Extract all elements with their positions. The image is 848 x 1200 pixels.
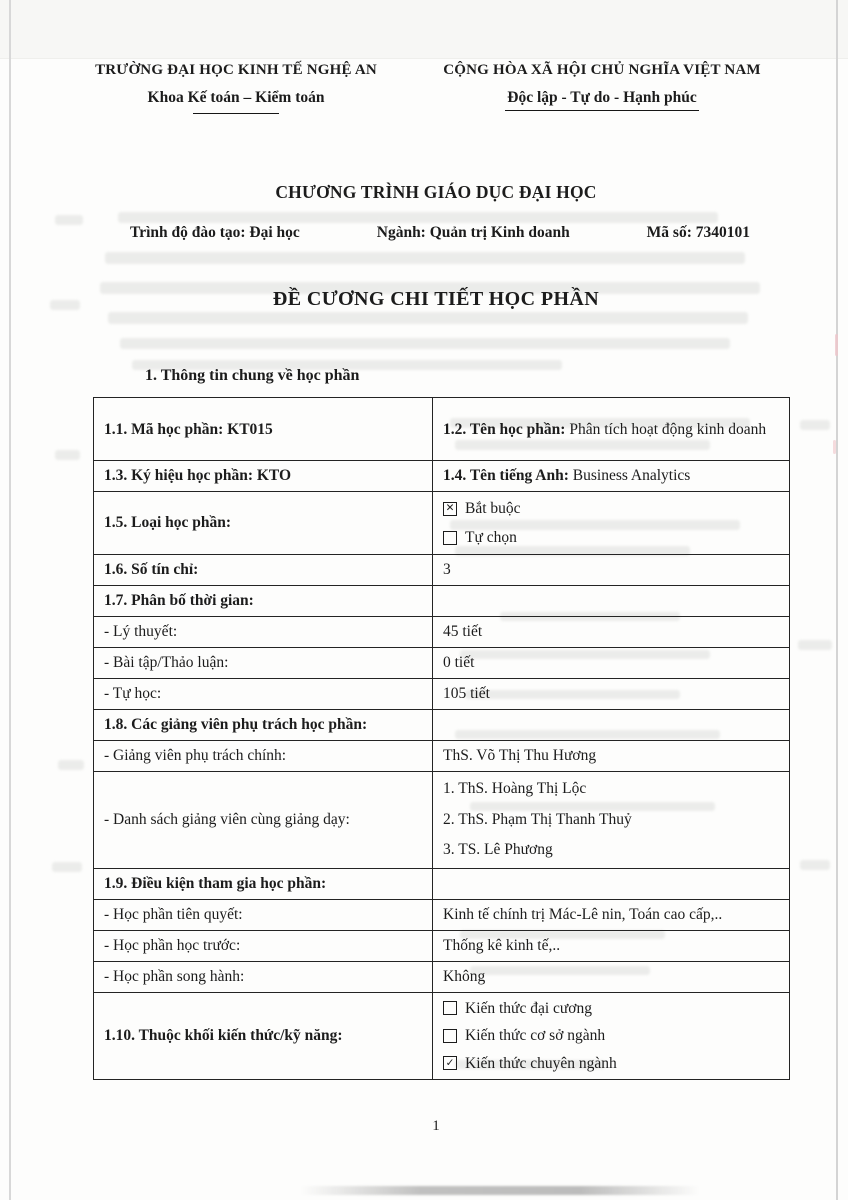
document-title: ĐỀ CƯƠNG CHI TIẾT HỌC PHẦN <box>272 288 600 310</box>
table-cell-right <box>433 555 789 585</box>
table-cell-left <box>94 461 433 491</box>
university-name: TRƯỜNG ĐẠI HỌC KINH TẾ NGHỆ AN <box>95 62 377 78</box>
field-label: 1.2. Tên học phần: <box>443 420 570 438</box>
field-label: 1.4. Tên tiếng Anh: <box>443 467 573 484</box>
cell-text: 1.9. Điều kiện tham gia học phần: <box>104 874 327 892</box>
table-cell-left <box>94 398 433 460</box>
cell-text: Thống kê kinh tế,.. <box>443 936 561 954</box>
header-right-block <box>426 62 778 114</box>
cell-text-line <box>104 807 422 833</box>
table-cell-right <box>433 931 789 961</box>
cell-text: - Bài tập/Thảo luận: <box>104 654 229 671</box>
cell-text: 1.6. Số tín chỉ: <box>104 561 199 578</box>
cell-text-line <box>443 964 779 990</box>
cell-text-line <box>104 557 422 583</box>
table-cell-left <box>94 586 433 616</box>
table-cell-right <box>433 772 789 868</box>
table-row <box>94 679 789 710</box>
table-row <box>94 461 789 492</box>
checkbox-label: Kiến thức đại cương <box>465 999 593 1017</box>
cell-text-line <box>104 933 422 959</box>
cell-text: Không <box>443 967 486 985</box>
program-info-line <box>130 224 750 242</box>
checkbox-tick-checked-icon: ✓ <box>443 1056 457 1070</box>
national-title: CỘNG HÒA XÃ HỘI CHỦ NGHĨA VIỆT NAM <box>443 62 761 78</box>
cell-text-line <box>104 588 422 614</box>
table-row <box>94 586 789 617</box>
program-title: CHƯƠNG TRÌNH GIÁO DỤC ĐẠI HỌC <box>275 182 597 202</box>
cell-text: - Giảng viên phụ trách chính: <box>104 747 287 764</box>
checkbox-label: Kiến thức cơ sở ngành <box>465 1027 606 1044</box>
checkbox-option <box>443 1022 779 1050</box>
section-1-heading: 1. Thông tin chung về học phần <box>145 367 360 384</box>
checkbox-label: Bắt buộc <box>465 500 521 517</box>
table-cell-left <box>94 555 433 585</box>
table-cell-left <box>94 772 433 868</box>
checkbox-unchecked-icon <box>443 1029 457 1043</box>
cell-text-line <box>104 463 422 489</box>
cell-text-line <box>443 650 779 676</box>
cell-text: - Lý thuyết: <box>104 623 178 640</box>
table-cell-left <box>94 741 433 771</box>
cell-text-line <box>104 681 422 707</box>
checkbox-label: Tự chọn <box>465 529 517 546</box>
cell-text: - Học phần tiên quyết: <box>104 905 243 923</box>
checkbox-option <box>443 1050 779 1078</box>
cell-text-line <box>104 1023 422 1049</box>
cell-text: 105 tiết <box>443 685 490 702</box>
table-row <box>94 710 789 741</box>
table-cell-left <box>94 869 433 899</box>
cell-text: 1.10. Thuộc khối kiến thức/kỹ năng: <box>104 1026 343 1044</box>
header-left-block <box>86 62 386 114</box>
checkbox-x-checked-icon: ✕ <box>443 502 457 516</box>
checkbox-option <box>443 494 779 523</box>
cell-text: 1.8. Các giảng viên phụ trách học phần: <box>104 716 368 733</box>
cell-text-line <box>443 743 779 769</box>
cell-text: - Học phần song hành: <box>104 967 245 985</box>
page-number: 1 <box>432 1118 440 1134</box>
faculty-underline-rule <box>193 113 279 114</box>
table-cell-left <box>94 679 433 709</box>
table-row <box>94 617 789 648</box>
cell-text-line <box>104 510 422 536</box>
table-cell-left <box>94 962 433 992</box>
table-cell-right <box>433 617 789 647</box>
checkbox-label: Kiến thức chuyên ngành <box>465 1054 617 1072</box>
field-value: Phân tích hoạt động kinh doanh <box>569 420 767 438</box>
lecturer-list-item: 2. ThS. Phạm Thị Thanh Thuỷ <box>443 810 632 828</box>
table-cell-left <box>94 617 433 647</box>
table-cell-right <box>433 679 789 709</box>
table-cell-right <box>433 461 789 491</box>
table-row <box>94 555 789 586</box>
table-cell-right <box>433 586 789 616</box>
course-info-table <box>93 397 790 1080</box>
table-cell-left <box>94 900 433 930</box>
table-cell-right <box>433 869 789 899</box>
cell-text: 3 <box>443 561 451 578</box>
table-row <box>94 398 789 461</box>
cell-text-line <box>443 902 779 928</box>
table-row <box>94 869 789 900</box>
faculty-name: Khoa Kế toán – Kiểm toán <box>147 89 325 106</box>
table-row <box>94 900 789 931</box>
cell-text: Kinh tế chính trị Mác-Lê nin, Toán cao cấp,.. <box>443 905 723 923</box>
table-row <box>94 962 789 993</box>
cell-text-line <box>104 871 422 897</box>
table-cell-left <box>94 648 433 678</box>
table-row <box>94 492 789 555</box>
cell-text-line <box>104 902 422 928</box>
table-row <box>94 931 789 962</box>
checkbox-option <box>443 995 779 1023</box>
lecturer-list-item: 1. ThS. Hoàng Thị Lộc <box>443 780 587 797</box>
checkbox-unchecked-icon <box>443 531 457 545</box>
table-cell-right <box>433 710 789 740</box>
cell-text-line <box>104 414 422 445</box>
cell-text: 1.3. Ký hiệu học phần: KTO <box>104 467 292 484</box>
table-cell-left <box>94 931 433 961</box>
checkbox-unchecked-icon <box>443 1001 457 1015</box>
cell-text: ThS. Võ Thị Thu Hương <box>443 747 597 764</box>
cell-text-line <box>443 414 779 445</box>
cell-text: - Học phần học trước: <box>104 936 241 954</box>
table-cell-right <box>433 993 789 1080</box>
cell-text-line <box>443 619 779 645</box>
table-cell-left <box>94 710 433 740</box>
cell-text-line <box>104 964 422 990</box>
table-row <box>94 772 789 869</box>
table-cell-right <box>433 398 789 460</box>
cell-text: 1.7. Phân bố thời gian: <box>104 592 254 609</box>
table-cell-left <box>94 492 433 554</box>
table-cell-right <box>433 741 789 771</box>
table-row <box>94 741 789 772</box>
table-cell-left <box>94 993 433 1080</box>
program-code: Mã số: 7340101 <box>646 224 750 241</box>
cell-text: 1.5. Loại học phần: <box>104 514 232 531</box>
cell-text-line <box>104 743 422 769</box>
table-cell-right <box>433 648 789 678</box>
cell-text-line <box>443 557 779 583</box>
cell-text: 0 tiết <box>443 654 475 671</box>
cell-text-line <box>104 712 422 738</box>
cell-text: 45 tiết <box>443 623 483 640</box>
checkbox-option <box>443 523 779 552</box>
cell-text: - Tự học: <box>104 685 162 702</box>
table-cell-right <box>433 492 789 554</box>
cell-text-line <box>104 619 422 645</box>
cell-text: - Danh sách giảng viên cùng giảng dạy: <box>104 810 350 828</box>
major-name: Ngành: Quản trị Kinh doanh <box>376 224 570 241</box>
field-value: Business Analytics <box>572 467 691 484</box>
national-motto: Độc lập - Tự do - Hạnh phúc <box>505 89 698 111</box>
table-cell-right <box>433 962 789 992</box>
table-row <box>94 993 789 1080</box>
cell-text: 1.1. Mã học phần: KT015 <box>104 420 273 438</box>
table-cell-right <box>433 900 789 930</box>
training-level: Trình độ đào tạo: Đại học <box>130 224 300 241</box>
cell-text-line <box>104 650 422 676</box>
cell-text-line <box>443 681 779 707</box>
document-header <box>86 62 778 114</box>
table-row <box>94 648 789 679</box>
lecturer-list-item: 3. TS. Lê Phương <box>443 841 553 858</box>
cell-text-line <box>443 933 779 959</box>
cell-text-line <box>443 463 779 489</box>
